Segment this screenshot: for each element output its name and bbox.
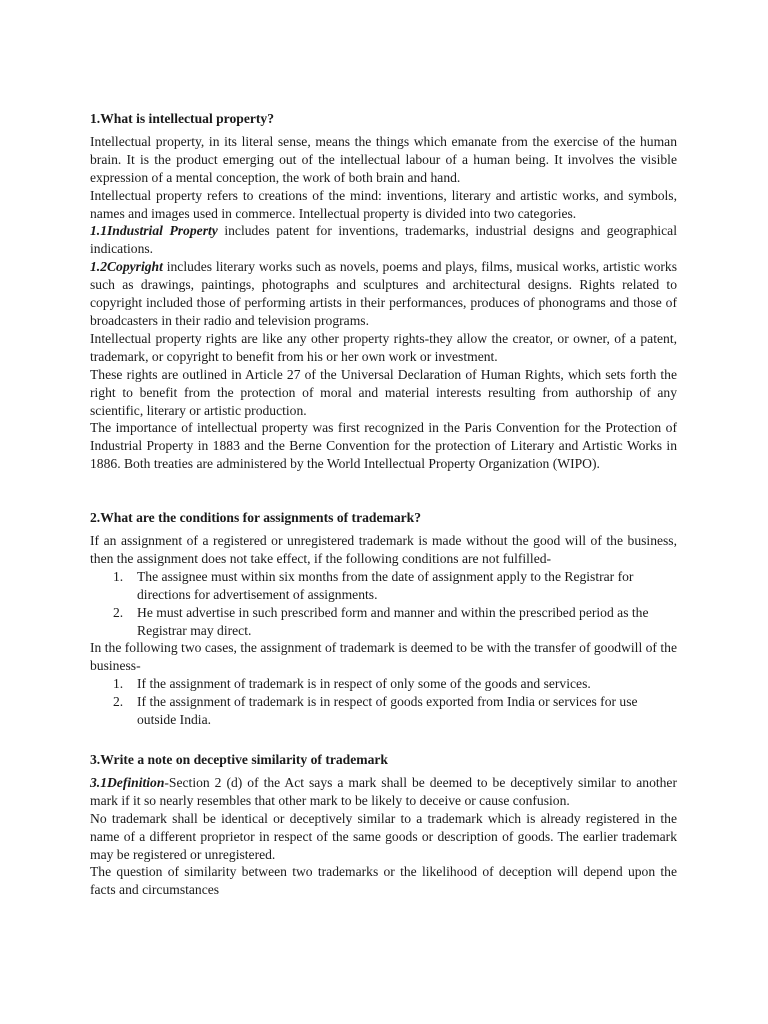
list-item-text: If the assignment of trademark is in respect of only some of the goods and services. bbox=[137, 676, 591, 692]
list-number: 1. bbox=[113, 676, 124, 692]
section-trademark-assignment bbox=[90, 509, 677, 729]
list-item bbox=[90, 675, 677, 693]
subsection-label: 1.2Copyright bbox=[90, 259, 163, 275]
section-intellectual-property bbox=[90, 110, 677, 473]
numbered-list bbox=[90, 675, 677, 729]
list-item-text: The assignee must within six months from the date of assignment apply to the Registrar for directions for advertisement of assignments. bbox=[137, 568, 634, 602]
paragraph: These rights are outlined in Article 27 of the Universal Declaration of Human Rights, which sets forth the right to benefit from the protection of moral and material interests resulting from authorship of any scientific, literary or artistic production. bbox=[90, 366, 677, 418]
list-item bbox=[90, 568, 677, 604]
numbered-list bbox=[90, 568, 677, 640]
list-item-text: He must advertise in such prescribed form and manner and within the prescribed period as the Registrar may direct. bbox=[137, 604, 649, 638]
paragraph: The question of similarity between two trademarks or the likelihood of deception will depend upon the facts and circumstances bbox=[90, 864, 677, 898]
list-number: 1. bbox=[113, 568, 124, 584]
paragraph: Intellectual property, in its literal sense, means the things which emanate from the exercise of the human brain. It is the product emerging out of the intellectual labour of a human being. It involves the visible expression of a mental conception, the work of both brain and hand. bbox=[90, 133, 677, 185]
paragraph: Intellectual property refers to creations of the mind: inventions, literary and artistic works, and symbols, names and images used in commerce. Intellectual property is divided into two categories. bbox=[90, 187, 677, 221]
section-heading: 3.Write a note on deceptive similarity of trademark bbox=[90, 752, 388, 767]
paragraph-text: -Section 2 (d) of the Act says a mark shall be deemed to be deceptively similar to another mark if it so nearly resembles that other mark to be likely to deceive or cause confusion. bbox=[90, 774, 677, 808]
section-heading: 2.What are the conditions for assignments of trademark? bbox=[90, 510, 422, 526]
list-item bbox=[90, 693, 677, 729]
paragraph-text: includes literary works such as novels, poems and plays, films, musical works, artistic works such as drawings, paintings, photographs and sculptures and architectural designs. Rights related to copyright included those of performing artists in their performances, produces of phonograms and those of broadcasters in their radio and television programs. bbox=[90, 259, 677, 328]
section-spacer bbox=[90, 473, 677, 509]
paragraph: In the following two cases, the assignment of trademark is deemed to be with the transfer of goodwill of the business- bbox=[90, 640, 677, 674]
section-deceptive-similarity bbox=[90, 751, 677, 899]
list-item-text: If the assignment of trademark is in respect of goods exported from India or services for use outside India. bbox=[137, 694, 638, 728]
subsection-label: 1.1Industrial Property bbox=[90, 223, 218, 239]
paragraph: No trademark shall be identical or deceptively similar to a trademark which is already registered in the name of a different proprietor in respect of the same goods or description of goods. The earlier trademark may be registered or unregistered. bbox=[90, 810, 677, 862]
paragraph: The importance of intellectual property was first recognized in the Paris Convention for the Protection of Industrial Property in 1883 and the Berne Convention for the protection of Literary and Artistic Works in 1886. Both treaties are administered by the World Intellectual Property Organization (WIPO). bbox=[90, 420, 677, 472]
paragraph bbox=[90, 258, 677, 330]
subsection-label: 3.1Definition bbox=[90, 774, 165, 790]
paragraph: Intellectual property rights are like any other property rights-they allow the creator, or owner, of a patent, trademark, or copyright to benefit from his or her own work or investment. bbox=[90, 330, 677, 364]
paragraph-text: includes patent for inventions, trademarks, industrial designs and geographical indications. bbox=[90, 223, 677, 257]
list-item bbox=[90, 604, 677, 640]
list-number: 2. bbox=[113, 694, 124, 710]
document-body bbox=[90, 110, 677, 899]
section-heading: 1.What is intellectual property? bbox=[90, 111, 275, 126]
list-number: 2. bbox=[113, 604, 124, 620]
paragraph: If an assignment of a registered or unregistered trademark is made without the good will of the business, then the assignment does not take effect, if the following conditions are not fulfilled- bbox=[90, 533, 677, 566]
paragraph bbox=[90, 774, 677, 810]
paragraph bbox=[90, 222, 677, 258]
section-spacer bbox=[90, 729, 677, 751]
